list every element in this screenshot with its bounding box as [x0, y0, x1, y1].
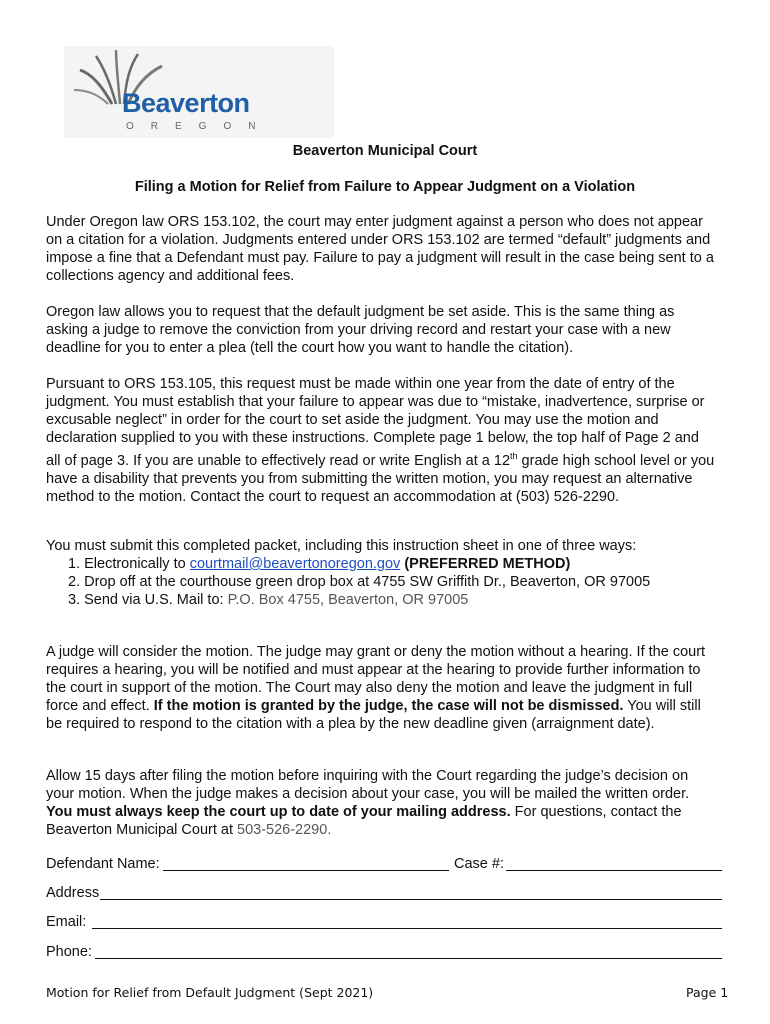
email-label: Email: — [46, 914, 87, 930]
address-label: Address — [46, 885, 100, 901]
logo-name: Beaverton — [122, 88, 250, 118]
paragraph-allow-15-days — [46, 767, 716, 839]
case-number-label: Case #: — [454, 856, 504, 872]
beaverton-logo — [64, 46, 334, 138]
paragraph-judge-consider — [46, 643, 716, 733]
email-field[interactable] — [92, 928, 722, 929]
address-field[interactable] — [100, 899, 722, 900]
paragraph-set-aside: Oregon law allows you to request that the default judgment be set aside. This is the same thing as asking a judge to remove the conviction from your driving record and restart your case with a new deadline for you to enter a plea (tell the court how you want to handle the citation). — [46, 304, 675, 356]
list-item-mail — [68, 591, 718, 609]
phone-field[interactable] — [95, 958, 722, 959]
defendant-name-field[interactable] — [163, 870, 449, 871]
court-phone: 503-526-2290. — [237, 822, 332, 838]
paragraph-ors-text-a: Pursuant to ORS 153.105, this request must be made within one year from the date of entry of the judgment. You must establish that your failure to appear was due to “mistake, inadvertence, surprise or excusable neglect” in order for the court to set aside the judgment. You may use the motion and declaration supplied to you with these instructions. Complete page 1 below, the top half of Page 2 and all of page 3. If you are unable to effectively read or write English at a 12 — [46, 376, 705, 469]
document-title: Filing a Motion for Relief from Failure to Appear Judgment on a Violation — [134, 179, 636, 195]
submit-intro: You must submit this completed packet, including this instruction sheet in one of three ways: — [46, 538, 637, 554]
superscript-th: th — [510, 451, 518, 461]
paragraph-allow-text-a: Allow 15 days after filing the motion before inquiring with the Court regarding the judge’s decision on your motion. When the judge makes a decision about your case, you will be mailed the written order. — [46, 768, 690, 802]
paragraph-ors-153-105 — [46, 375, 716, 506]
court-name: Beaverton Municipal Court — [292, 143, 478, 159]
footer-page-number: Page 1 — [686, 985, 729, 1000]
list-item-drop-off: 2. Drop off at the courthouse green drop box at 4755 SW Griffith Dr., Beaverton, OR 97005 — [68, 574, 651, 590]
list-item-electronic-text: 1. Electronically to — [68, 556, 190, 572]
logo-subtitle: OREGON — [126, 121, 273, 132]
phone-label: Phone: — [46, 944, 92, 960]
preferred-method-label: (PREFERRED METHOD) — [400, 556, 571, 572]
list-item-mail-text: 3. Send via U.S. Mail to: — [68, 592, 228, 608]
mailing-address: P.O. Box 4755, Beaverton, OR 97005 — [227, 592, 469, 608]
mailing-address-notice: You must always keep the court up to date of your mailing address. — [46, 804, 511, 820]
not-dismissed-notice: If the motion is granted by the judge, the case will not be dismissed. — [153, 698, 624, 714]
defendant-name-label: Defendant Name: — [46, 856, 160, 872]
paragraph-allow-text-b: For questions, contact the Beaverton Municipal Court at — [46, 804, 682, 838]
paragraph-judge-text-a: A judge will consider the motion. The judge may grant or deny the motion without a hearing. If the court requires a hearing, you will be notified and must appear at the hearing to provide further information to the court in support of the motion. The Court may also deny the motion and leave the judgment in full force and effect. — [46, 644, 706, 714]
case-number-field[interactable] — [506, 870, 722, 871]
list-item-electronic — [68, 555, 718, 573]
paragraph-judge-text-b: You will still be required to respond to the citation with a plea by the new deadline given (arraignment date). — [46, 698, 701, 732]
paragraph-ors-text-b: grade high school level or you have a disability that prevents you from submitting the written motion, you may request an alternative method to the motion. Contact the court to request an accommodation at (503) 526-2290. — [46, 452, 715, 505]
paragraph-default-judgment: Under Oregon law ORS 153.102, the court may enter judgment against a person who does not appear on a citation for a violation. Judgments entered under ORS 153.102 are termed “default” judgments and impose a fine that a Defendant must pay. Failure to pay a judgment will result in the case being sent to a collections agency and additional fees. — [46, 214, 714, 284]
submit-methods-list — [68, 555, 718, 609]
court-email-link[interactable]: courtmail@beavertonoregon.gov — [189, 556, 401, 572]
footer-document-name: Motion for Relief from Default Judgment (Sept 2021) — [46, 985, 374, 1000]
